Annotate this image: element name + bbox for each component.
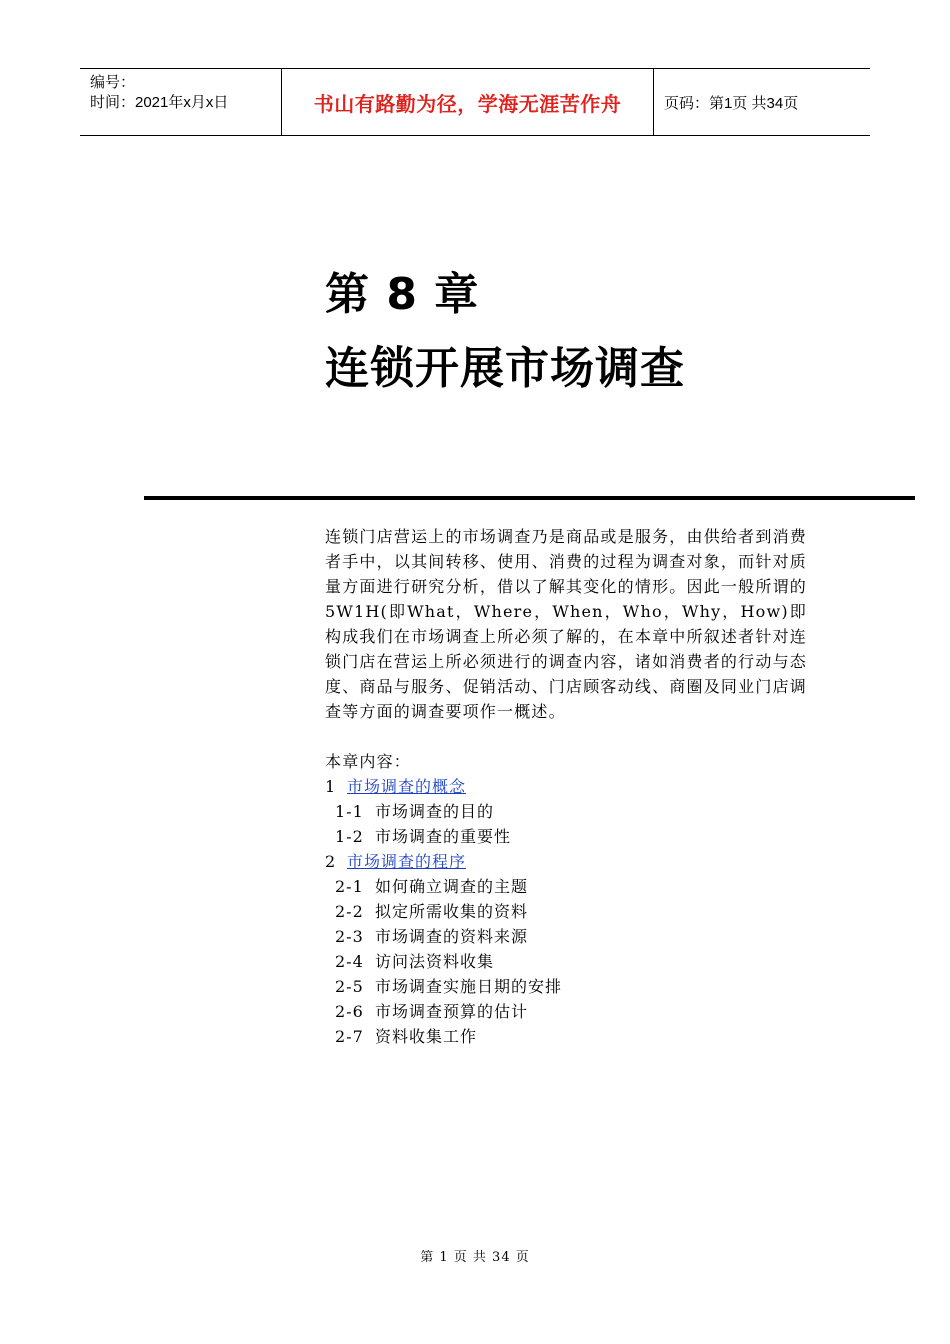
toc-item-title: 拟定所需收集的资料	[375, 902, 529, 921]
toc-item	[325, 899, 807, 924]
toc-item	[325, 799, 807, 824]
toc-heading: 本章内容：	[325, 752, 412, 771]
intro-paragraph: 连锁门店营运上的市场调查乃是商品或是服务，由供给者到消费者手中，以其间转移、使用、消费的过程为调查对象，而针对质量方面进行研究分析，借以了解其变化的情形。因此一般所谓的5W1H(即What，Where，When，Who，Why，How)即构成我们在市场调查上所必须了解的，在本章中所叙述者针对连锁门店在营运上所必须进行的调查内容，诸如消费者的行动与态度、商品与服务、促销活动、门店顾客动线、商圈及同业门店调查等方面的调查要项作一概述。	[325, 527, 807, 721]
toc-item-number: 2-4	[335, 952, 364, 971]
header-number-label: 编号：	[90, 74, 136, 91]
chapter-number: 第 8 章	[325, 269, 480, 320]
toc-item	[325, 874, 807, 899]
page-header	[80, 68, 870, 136]
toc-item-number: 2-5	[335, 977, 364, 996]
toc-item-title: 市场调查的目的	[375, 802, 495, 821]
toc-item-number: 2-6	[335, 1002, 364, 1021]
toc-item-title: 市场调查实施日期的安排	[375, 977, 563, 996]
toc-item-title: 市场调查预算的估计	[375, 1002, 529, 1021]
header-page-info: 页码：第1页 共34页	[664, 94, 799, 112]
toc-item	[325, 999, 807, 1024]
chapter-heading	[325, 258, 685, 406]
toc-section-link[interactable]: 市场调查的概念	[347, 777, 467, 796]
header-motto: 书山有路勤为径，学海无涯苦作舟	[281, 69, 654, 135]
toc-item	[325, 974, 807, 999]
toc-item-number: 2-3	[335, 927, 364, 946]
toc-item-title: 访问法资料收集	[375, 952, 495, 971]
toc-item-title: 资料收集工作	[375, 1027, 478, 1046]
toc-item	[325, 824, 807, 849]
toc-section-link[interactable]: 市场调查的程序	[347, 852, 467, 871]
toc-section-number: 1	[325, 777, 337, 796]
title-divider	[144, 496, 915, 500]
toc-item-number: 2-1	[335, 877, 364, 896]
header-time-label: 时间：2021年x月x日	[90, 94, 229, 111]
page-footer: 第 1 页 共 34 页	[420, 1250, 530, 1265]
toc-item-number: 2-2	[335, 902, 364, 921]
main-content	[325, 524, 807, 1049]
toc-section-number: 2	[325, 852, 337, 871]
toc-item	[325, 949, 807, 974]
toc-item-title: 市场调查的重要性	[375, 827, 512, 846]
toc-item-title: 市场调查的资料来源	[375, 927, 529, 946]
toc-item	[325, 1024, 807, 1049]
toc-item-number: 1-2	[335, 827, 364, 846]
header-meta-cell	[80, 69, 281, 135]
toc-item-number: 2-7	[335, 1027, 364, 1046]
chapter-title: 连锁开展市场调查	[325, 343, 685, 394]
toc-item	[325, 924, 807, 949]
toc-item-number: 1-1	[335, 802, 364, 821]
toc-section	[325, 774, 807, 799]
toc-item-title: 如何确立调查的主题	[375, 877, 529, 896]
toc-section	[325, 849, 807, 874]
table-of-contents	[325, 774, 807, 1049]
